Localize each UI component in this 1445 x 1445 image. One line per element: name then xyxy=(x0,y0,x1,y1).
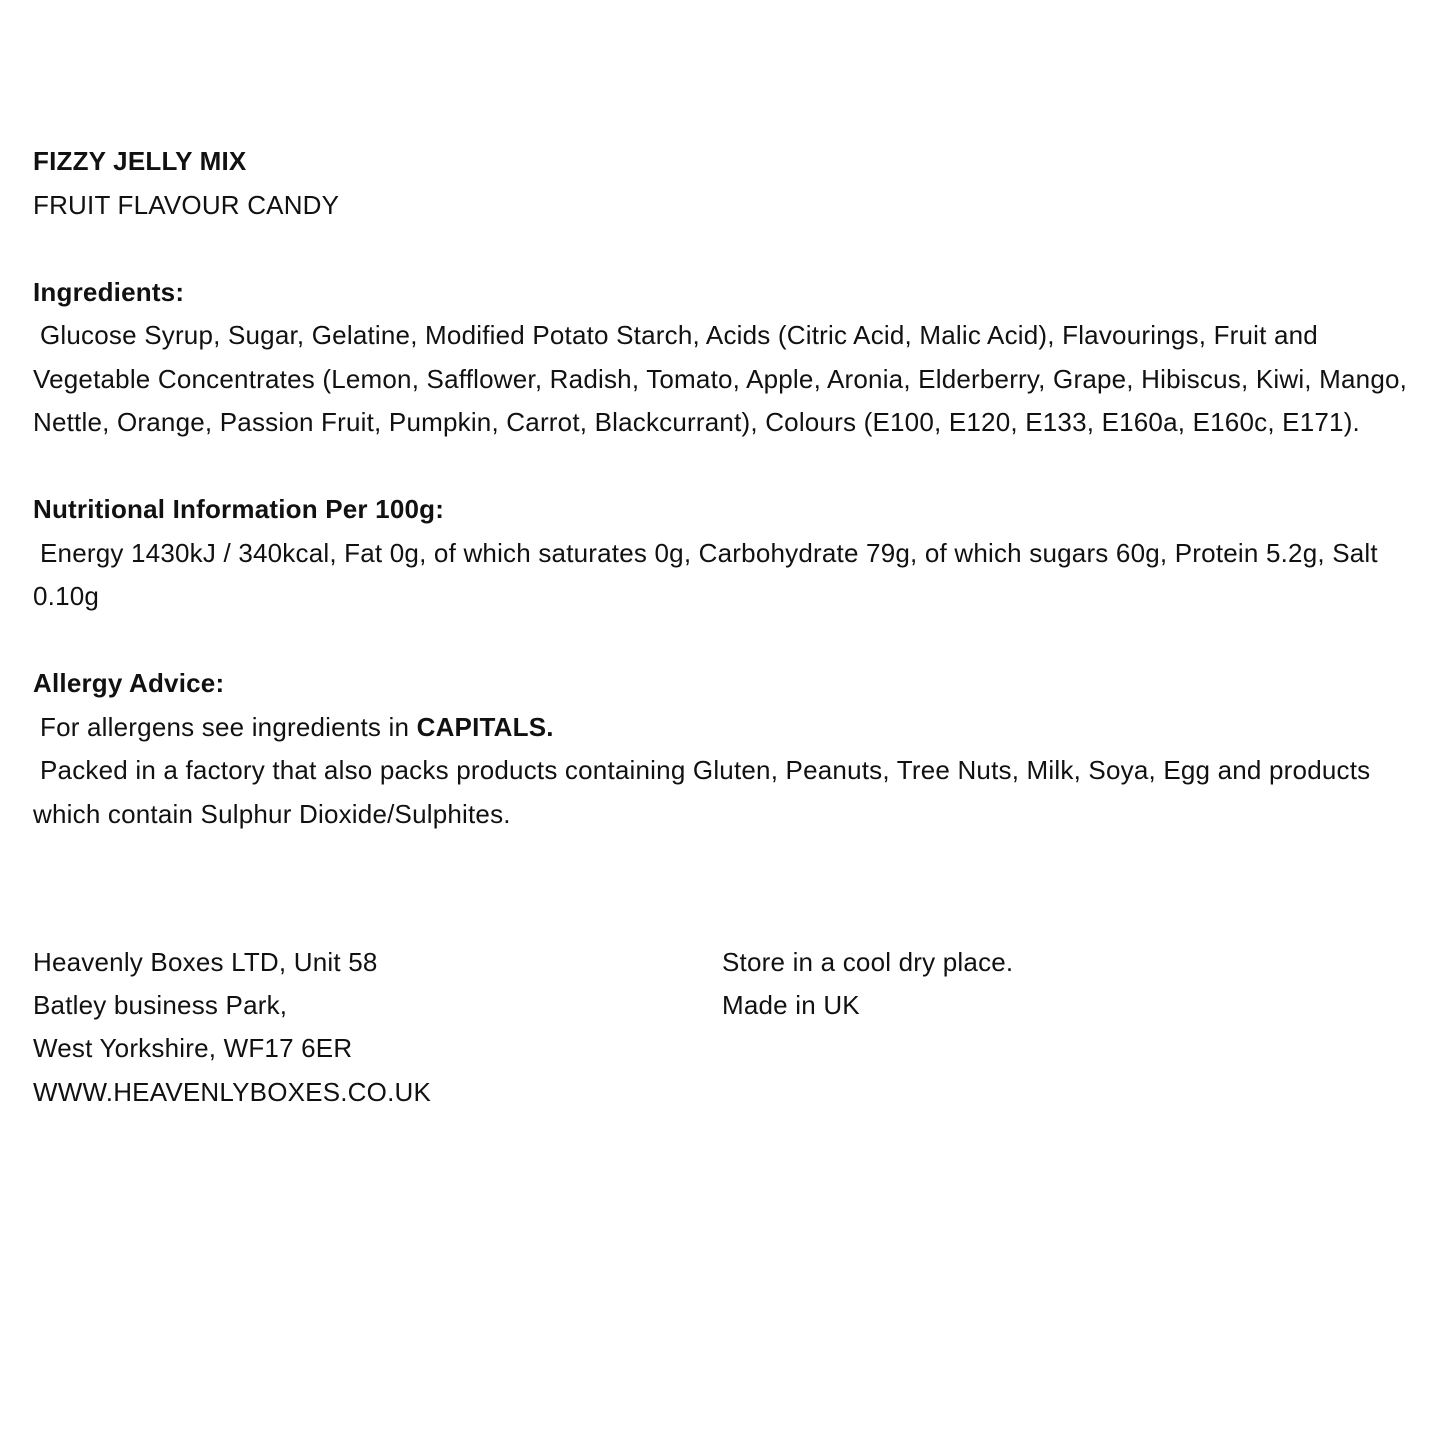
nutrition-text: Energy 1430kJ / 340kcal, Fat 0g, of which saturates 0g, Carbohydrate 79g, of which sugars 60g, Protein 5.2g, Salt 0.10g xyxy=(33,537,1378,611)
spacer xyxy=(33,227,1413,271)
product-name: FIZZY JELLY MIX xyxy=(33,146,247,176)
product-label xyxy=(33,140,1413,836)
address-block xyxy=(33,941,673,1114)
allergy-prefix: For allergens see ingredients in xyxy=(40,711,417,742)
ingredients-heading: Ingredients: xyxy=(33,276,185,307)
nutrition-heading: Nutritional Information Per 100g: xyxy=(33,494,445,524)
address-line-2: Batley business Park, xyxy=(33,990,288,1021)
address-line-3: West Yorkshire, WF17 6ER xyxy=(33,1033,353,1064)
spacer xyxy=(33,445,1413,489)
website-text: WWW.HEAVENLYBOXES.CO.UK xyxy=(33,1076,432,1107)
product-subtitle: FRUIT FLAVOUR CANDY xyxy=(33,189,340,220)
origin-text: Made in UK xyxy=(722,990,860,1021)
allergy-factory-text: Packed in a factory that also packs products containing Gluten, Peanuts, Tree Nuts, Milk, Soya, Egg and products which contain Sulphur Dioxide/Sulphites. xyxy=(33,755,1371,829)
allergy-heading: Allergy Advice: xyxy=(33,668,225,698)
storage-instruction: Store in a cool dry place. xyxy=(722,947,1014,977)
ingredients-text: Glucose Syrup, Sugar, Gelatine, Modified Potato Starch, Acids (Citric Acid, Malic Acid), Flavourings, Fruit and Vegetable Concentrates (Lemon, Safflower, Radish, Tomato, Apple, Aronia, Elderberry, Grape, Hibiscus, Kiwi, Mango, Nettle, Orange, Passion Fruit, Pumpkin, Carrot, Blackcurrant), Colours (E100, E120, E133, E160a, E160c, E171). xyxy=(33,320,1408,437)
address-line-1: Heavenly Boxes LTD, Unit 58 xyxy=(33,947,378,977)
allergy-capitals: CAPITALS. xyxy=(416,711,554,742)
spacer xyxy=(33,619,1413,663)
allergy-capitals-line xyxy=(33,706,1413,750)
storage-block xyxy=(722,941,1362,1027)
